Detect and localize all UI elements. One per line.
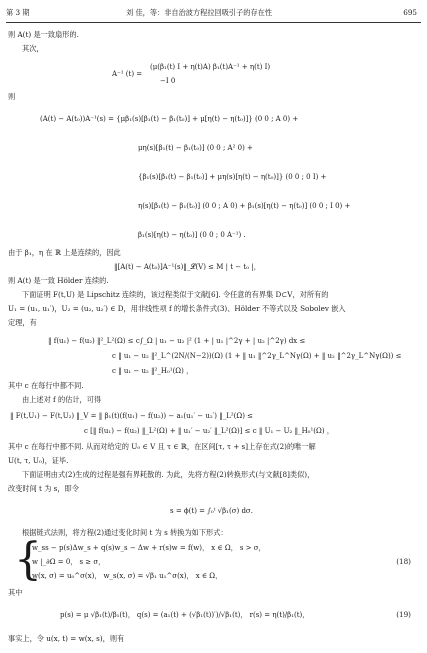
equation-number: (18) (396, 557, 411, 566)
equation: p(s) = μ √β₁(t)/β₁(t)， q(s) = (a₁(t) + (√β₁(t))′)/√β₁(t)， r(s) = η(t)/β₁(t)， (60, 611, 310, 619)
left-brace: { (14, 534, 42, 585)
paragraph: 则 A(t) 是一致 Hölder 连续的. (8, 276, 109, 285)
paragraph: 则 A(t) 是一致扇形的. (8, 30, 79, 39)
equation: ‖[A(t) − A(t₀)]A⁻¹(s)‖_𝓛(V) ≤ M | t − t₀ |， (114, 263, 261, 271)
equation-line: β₁(s)[η(t) − η(t₀)] (0 0 ; 0 A⁻¹) . (138, 231, 246, 239)
system-line: w |_∂Ω = 0， s ≥ σ， (32, 558, 106, 566)
equation: s = ϕ(t) = ∫₀ᵗ √β₁(σ) dσ. (170, 507, 253, 515)
paragraph: 改变时间 t 为 s，即令 (8, 484, 79, 493)
paragraph: 由于 β₁，η 在 ℝ 上是连续的，因此 (8, 248, 121, 257)
equation-line: μη(s)[β₁(t) − β₁(t₀)] (0 0 ; A² 0) + (138, 144, 253, 152)
equation-number: (19) (396, 610, 411, 619)
paragraph: 由上述对 f 的估计，可得 (22, 395, 102, 404)
equation-line: ‖ f(u₁) − f(u₂) ‖²_L²(Ω) ≤ c∫_Ω | u₁ − u₂ |² (1 + | u₁ |^2γ + | u₂ |^2γ) dx ≤ (48, 337, 306, 345)
paragraph: 其中 c 在每行中都不同. 从而对给定的 U₀ ∈ V 且 τ ∈ ℝ，在区间[τ, τ + s]上存在式(2)的唯一解 (8, 442, 316, 451)
matrix-row: (μ(β₁(t) I + η(t)A) β₁(t)A⁻¹ + η(t) I) (150, 63, 271, 71)
paragraph: 则 (8, 92, 16, 101)
paragraph: 下面证明 F(t,U) 是 Lipschitz 连续的，该过程类似于文献[6]. 令任意的有界集 D⊂V，对所有的 (22, 290, 329, 299)
page-number: 695 (403, 8, 417, 17)
equation-line: {β₁(s)[β₁(t) − β₁(t₀)] + μη(s)[η(t) − η(t₀)]} (0 0 ; 0 I) + (138, 173, 327, 181)
equation-line: c ‖ u₁ − u₂ ‖²_H₀¹(Ω) ， (112, 367, 194, 375)
equation-line: η(s)[β₁(t) − β₁(t₀)] (0 0 ; A 0) + β₁(s)[η(t) − η(t₀)] (0 0 ; I 0) + (138, 202, 351, 210)
running-header (6, 8, 417, 20)
equation-lhs: A⁻¹ (t) = (112, 70, 143, 78)
equation-line: c ‖ u₁ − u₂ ‖²_L^(2N/(N−2))(Ω) (1 + ‖ u₁ ‖^2γ_L^Nγ(Ω) + ‖ u₂ ‖^2γ_L^Nγ(Ω)) ≤ (112, 352, 402, 360)
system-line: w_ss − p(s)Δw_s + q(s)w_s − Δw + r(s)w = f(w)， x ∈ Ω， s > σ， (32, 544, 266, 552)
matrix-row: −I 0 (160, 77, 176, 85)
paragraph: 下面证明由式(2)生成的过程是强有界耗散的. 为此，先将方程(2)转换形式(与文献[8]类似)， (22, 470, 315, 479)
system-line: w(x, σ) = u₀^σ(x)， w_s(x, σ) = √β₁ u₁^σ(x)， x ∈ Ω， (32, 572, 223, 580)
paragraph: U(t, τ, U₀)，证毕. (8, 456, 69, 465)
equation-line: ‖ F(t,U₁) − F(t,U₂) ‖_V = ‖ β₁(t)(f(u₁) − f(u₂)) − a₁(u₁′ − u₂′) ‖_L²(Ω) ≤ (10, 412, 254, 420)
header-rule (6, 22, 421, 23)
running-title: 刘 佳，等：非自治波方程拉回吸引子的存在性 (126, 8, 273, 17)
paragraph: 事实上，令 u(x, t) = w(x, s)，则有 (8, 634, 125, 643)
issue-number: 第 3 期 (6, 8, 30, 17)
equation-line: c [‖ f(u₁) − f(u₂) ‖_L²(Ω) + ‖ u₁′ − u₂′ ‖_L²(Ω)] ≤ c ‖ U₁ − U₂ ‖_H₀¹(Ω) ， (84, 427, 334, 435)
paragraph: 其中 (8, 588, 23, 597)
paragraph: 根据链式法则，将方程(2)通过变化时间 t 为 s 转换为如下形式： (22, 528, 228, 537)
paragraph: U₁ = (u₁, u₁′)，U₂ = (u₂, u₂′) ∈ D，用非线性项 f 的增长条件式(3)、Hölder 不等式以及 Sobolev 嵌入 (8, 304, 346, 313)
paragraph: 其中 c 在每行中都不同. (8, 381, 84, 390)
paragraph: 其次， (22, 44, 44, 53)
equation-line: (A(t) − A(t₀))A⁻¹(s) = {μβ₁(s)[β₁(t) − β₁(t₀)] + μ[η(t) − η(t₀)]} (0 0 ; A 0) + (40, 115, 299, 123)
paragraph: 定理，有 (8, 318, 37, 327)
